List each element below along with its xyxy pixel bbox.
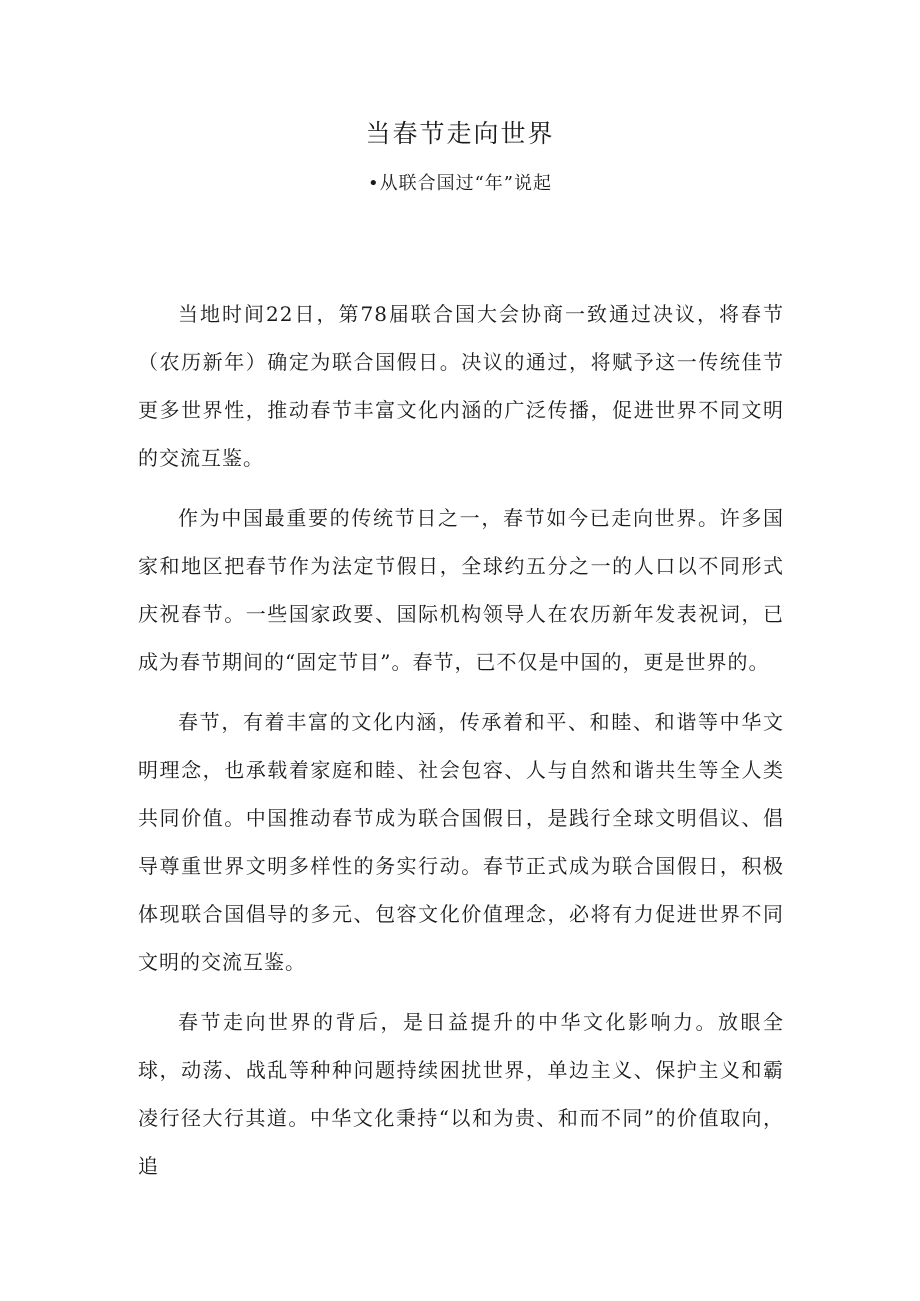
paragraph-2: 作为中国最重要的传统节日之一，春节如今已走向世界。许多国家和地区把春节作为法定节假日，全球约五分之一的人口以不同形式庆祝春节。一些国家政要、国际机构领导人在农历新年发表祝词，已成为春节期间的“固定节目”。春节，已不仅是中国的，更是世界的。 <box>138 506 784 674</box>
paragraph-1: 当地时间22日，第78届联合国大会协商一致通过决议，将春节（农历新年）确定为联合国假日。决议的通过，将赋予这一传统佳节更多世界性，推动春节丰富文化内涵的广泛传播，促进世界不同文明的交流互鉴。 <box>138 302 784 470</box>
document-subtitle: •从联合国过“年”说起 <box>367 173 553 194</box>
document-title: 当春节走向世界 <box>365 119 555 148</box>
paragraph-3: 春节，有着丰富的文化内涵，传承着和平、和睦、和谐等中华文明理念，也承载着家庭和睦、社会包容、人与自然和谐共生等全人类共同价值。中国推动春节成为联合国假日，是践行全球文明倡议、倡导尊重世界文明多样性的务实行动。春节正式成为联合国假日，积极体现联合国倡导的多元、包容文化价值理念，必将有力促进世界不同文明的交流互鉴。 <box>138 710 784 974</box>
paragraph-4: 春节走向世界的背后，是日益提升的中华文化影响力。放眼全球，动荡、战乱等种种问题持续困扰世界，单边主义、保护主义和霸凌行径大行其道。中华文化秉持“以和为贵、和而不同”的价值取向，追 <box>138 1010 784 1178</box>
document-body <box>138 290 784 1202</box>
